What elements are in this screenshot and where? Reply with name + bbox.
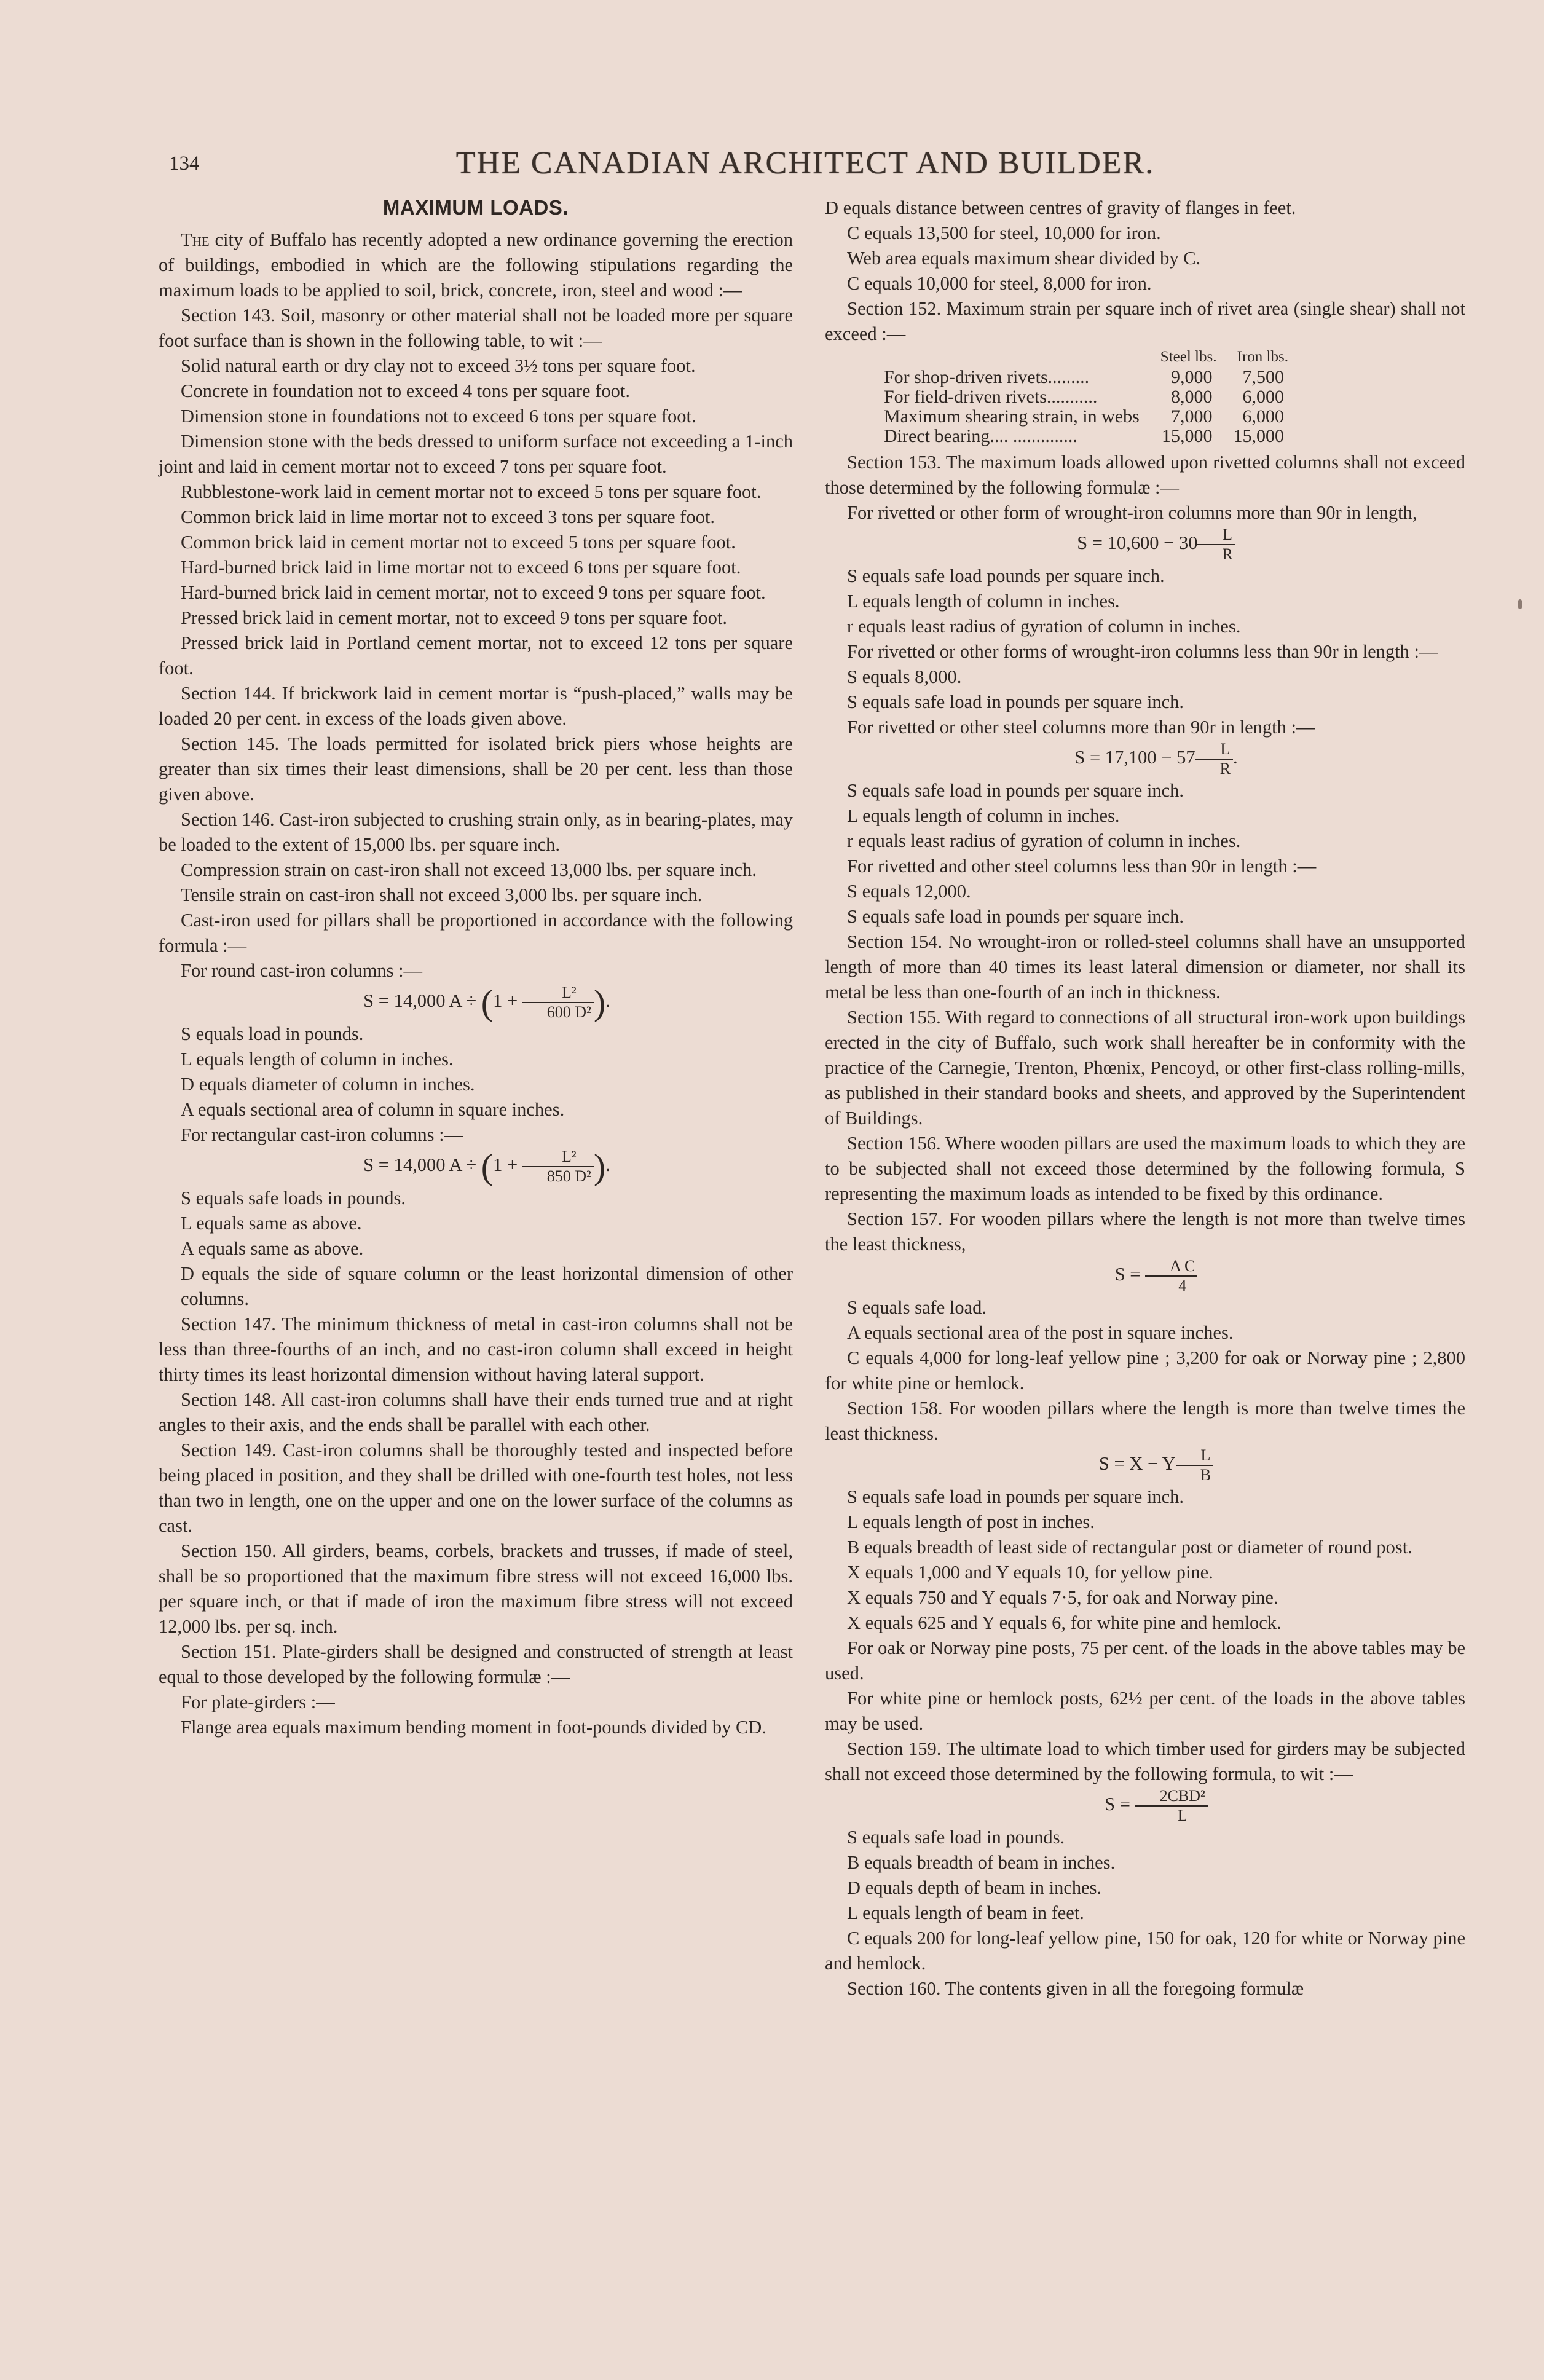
rivet-header-item — [879, 347, 1144, 368]
rivet-steel-value: 15,000 — [1161, 426, 1213, 446]
formula-fraction — [1145, 1257, 1197, 1295]
paragraph: For rivetted and other steel columns less than 90r in length :— — [847, 856, 1317, 877]
formula-158 — [825, 1446, 1465, 1484]
formula-rect-one-plus: 1 + — [493, 1154, 518, 1175]
rivet-item: For field-driven rivets........... — [884, 387, 1098, 407]
paragraph: C equals 10,000 for steel, 8,000 for iron. — [847, 273, 1152, 294]
wrought-less-paragraphs — [825, 639, 1465, 740]
formula-rect-fraction — [522, 1148, 594, 1186]
fraction-numerator: L² — [522, 983, 594, 1003]
paragraph: Section 152. Maximum strain per square inch of rivet area (single shear) shall not exceed :— — [825, 298, 1465, 344]
formula-rect-lhs: S = 14,000 A ÷ — [363, 1154, 477, 1175]
paragraph: S equals safe load in pounds per square inch. — [847, 1486, 1184, 1507]
paragraph: Section 145. The loads permitted for isolated brick piers whose heights are greater than six times their least dimensions, shall be 20 per cent. less than those given above. — [159, 733, 793, 805]
sections-154-157 — [825, 929, 1465, 1257]
paragraph: X equals 1,000 and Y equals 10, for yellow pine. — [847, 1562, 1213, 1583]
paragraph: Hard-burned brick laid in lime mortar not to exceed 6 tons per square foot. — [181, 557, 741, 578]
fraction-numerator: A C — [1145, 1257, 1197, 1277]
rivet-iron-value: 6,000 — [1242, 387, 1284, 407]
formula-round-lhs: S = 14,000 A ÷ — [363, 990, 477, 1011]
formula-rect — [159, 1148, 793, 1186]
paragraph: A equals sectional area of the post in square inches. — [847, 1322, 1234, 1343]
paragraph: D equals distance between centres of gravity of flanges in feet. — [825, 197, 1296, 218]
formula-end: . — [605, 1154, 610, 1175]
margin-mark — [1518, 599, 1522, 609]
paragraph: B equals breadth of beam in inches. — [847, 1852, 1116, 1873]
paragraph: Dimension stone in foundations not to exceed 6 tons per square foot. — [181, 406, 696, 427]
defs-157 — [825, 1295, 1465, 1446]
paragraph: Flange area equals maximum bending moment in foot-pounds divided by CD. — [181, 1717, 766, 1738]
paragraph: X equals 625 and Y equals 6, for white pine and hemlock. — [847, 1612, 1282, 1633]
paragraph: L equals same as above. — [181, 1213, 362, 1234]
paragraph: Section 149. Cast-iron columns shall be thoroughly tested and inspected before being placed in position, and they shall be drilled with one-fourth test holes, not less than two in length, one on the upper and one on the lower surface of the columns as cast. — [159, 1440, 793, 1536]
fraction-numerator: L² — [522, 1148, 594, 1167]
paragraph: Section 154. No wrought-iron or rolled-steel columns shall have an unsupported length of more than 40 times its least lateral dimension or diameter, nor shall its metal be less than one-fourth of an inch in thickness. — [825, 931, 1465, 1003]
paragraph: C equals 200 for long-leaf yellow pine, 150 for oak, 120 for white or Norway pine and hemlock. — [825, 1928, 1465, 1974]
table-row — [879, 387, 1289, 407]
paragraph: Section 143. Soil, masonry or other material shall not be loaded more per square foot surface than is shown in the following table, to wit :— — [159, 305, 793, 351]
left-paragraphs — [159, 303, 793, 983]
formula-fraction — [1135, 1787, 1208, 1825]
paragraph: S equals 12,000. — [847, 881, 971, 902]
formula-fraction — [1197, 526, 1235, 564]
page-number: 134 — [169, 152, 200, 175]
formula-round — [159, 983, 793, 1022]
rivet-iron-value: 6,000 — [1242, 406, 1284, 427]
paragraph: r equals least radius of gyration of column in inches. — [847, 616, 1241, 637]
paren-close: ) — [593, 982, 606, 1023]
paragraph: D equals the side of square column or the least horizontal dimension of other columns. — [181, 1263, 793, 1309]
paragraph: For rectangular cast-iron columns :— — [181, 1124, 463, 1145]
fraction-numerator: L — [1195, 740, 1233, 760]
paragraph: Concrete in foundation not to exceed 4 tons per square foot. — [181, 380, 630, 401]
paragraph: Pressed brick laid in cement mortar, not to exceed 9 tons per square foot. — [181, 607, 727, 628]
paragraph: Common brick laid in cement mortar not to exceed 5 tons per square foot. — [181, 532, 736, 553]
paragraph: Section 157. For wooden pillars where the length is not more than twelve times the least thickness, — [825, 1208, 1465, 1255]
section-153-paragraphs — [825, 450, 1465, 526]
paragraph: S equals safe load in pounds per square inch. — [847, 780, 1184, 801]
rivet-iron-value: 15,000 — [1233, 426, 1284, 446]
paragraph: S equals safe loads in pounds. — [181, 1188, 406, 1208]
defs-158 — [825, 1484, 1465, 1787]
fraction-denominator: R — [1219, 760, 1231, 778]
paragraph: A equals same as above. — [181, 1238, 364, 1259]
paragraph: Section 160. The contents given in all the foregoing formulæ — [847, 1978, 1304, 1999]
paren-open: ( — [481, 1146, 494, 1187]
paragraph: Section 158. For wooden pillars where the length is more than twelve times the least thickness. — [825, 1398, 1465, 1444]
rivet-header-iron: Iron lbs. — [1237, 349, 1288, 365]
fraction-denominator: 4 — [1178, 1277, 1187, 1294]
paragraph: S equals safe load. — [847, 1297, 987, 1318]
paragraph: S equals safe load pounds per square inch. — [847, 565, 1165, 586]
fraction-denominator: 600 D² — [546, 1003, 591, 1021]
paren-close: ) — [593, 1146, 606, 1187]
paragraph: S equals safe load in pounds per square inch. — [847, 692, 1184, 712]
paragraph: S equals 8,000. — [847, 666, 962, 687]
fraction-denominator: L — [1177, 1807, 1188, 1824]
formula-159 — [825, 1787, 1465, 1825]
formula-lhs: S = — [1114, 1264, 1141, 1285]
fraction-numerator: 2CBD² — [1135, 1787, 1208, 1807]
paragraph: L equals length of column in inches. — [847, 805, 1120, 826]
paragraph: L equals length of column in inches. — [847, 591, 1120, 612]
paragraph: C equals 13,500 for steel, 10,000 for iron. — [847, 223, 1161, 243]
paragraph: D equals diameter of column in inches. — [181, 1074, 475, 1095]
formula-fraction — [1176, 1446, 1213, 1484]
paragraph: Web area equals maximum shear divided by C. — [847, 248, 1201, 269]
paragraph: Common brick laid in lime mortar not to exceed 3 tons per square foot. — [181, 506, 715, 527]
right-top-paragraphs — [825, 195, 1465, 347]
paragraph: D equals depth of beam in inches. — [847, 1877, 1102, 1898]
rivet-strain-table — [879, 347, 1289, 446]
paragraph: L equals length of post in inches. — [847, 1511, 1095, 1532]
rivet-item: For shop-driven rivets......... — [884, 367, 1090, 387]
paragraph: For rivetted or other form of wrought-iron columns more than 90r in length, — [847, 502, 1417, 523]
paragraph: For rivetted or other forms of wrought-iron columns less than 90r in length :— — [847, 641, 1438, 662]
running-head: THE CANADIAN ARCHITECT AND BUILDER. — [455, 146, 1155, 181]
rivet-steel-value: 8,000 — [1170, 387, 1213, 407]
formula-fraction — [1195, 740, 1233, 778]
left-column — [159, 195, 793, 1740]
rivet-table-header — [879, 347, 1289, 368]
formula-end: . — [1232, 747, 1238, 768]
fraction-denominator: B — [1200, 1466, 1211, 1484]
paragraph: Section 146. Cast-iron subjected to crushing strain only, as in bearing-plates, may be loaded to the extent of 15,000 lbs. per square inch. — [159, 809, 793, 855]
formula-lhs: S = X − Y — [1098, 1453, 1176, 1474]
paragraph: Section 159. The ultimate load to which timber used for girders may be subjected shall not exceed those determined by the following formula, to wit :— — [825, 1738, 1465, 1784]
article-title: MAXIMUM LOADS. — [382, 196, 569, 219]
formula-end: . — [605, 990, 610, 1011]
defs-round — [159, 1022, 793, 1148]
paragraph: C equals 4,000 for long-leaf yellow pine ; 3,200 for oak or Norway pine ; 2,800 for white pine or hemlock. — [825, 1347, 1465, 1393]
defs-wrought — [825, 564, 1465, 639]
formula-lhs: S = 10,600 − 30 — [1077, 532, 1198, 553]
steel-less-paragraphs — [825, 854, 1465, 929]
table-row — [879, 427, 1289, 446]
paragraph: Section 150. All girders, beams, corbels, brackets and trusses, if made of steel, shall be so proportioned that the maximum fibre stress will not exceed 16,000 lbs. per square inch, or that if made of iron the maximum fibre stress will not exceed 12,000 lbs. per sq. inch. — [159, 1540, 793, 1637]
paragraph: Section 151. Plate-girders shall be designed and constructed of strength at least equal to those developed by the following formulæ :— — [159, 1641, 793, 1687]
formula-round-fraction — [522, 983, 594, 1022]
formula-lhs: S = — [1105, 1794, 1130, 1815]
paragraph: For round cast-iron columns :— — [181, 960, 423, 981]
formula-round-one-plus: 1 + — [493, 990, 518, 1011]
left-after-paragraphs — [159, 1312, 793, 1740]
formula-lhs: S = 17,100 − 57 — [1074, 747, 1195, 768]
paragraph: Section 147. The minimum thickness of metal in cast-iron columns shall not be less than three-fourths of an inch, and no cast-iron column shall exceed in height thirty times its least horizontal dimension without having lateral support. — [159, 1314, 793, 1385]
paragraph: Section 153. The maximum loads allowed upon rivetted columns shall not exceed those determined by the following formulæ :— — [825, 452, 1465, 498]
paragraph: S equals safe load in pounds. — [847, 1827, 1065, 1848]
rivet-steel-value: 7,000 — [1170, 406, 1213, 427]
paragraph: Hard-burned brick laid in cement mortar, not to exceed 9 tons per square foot. — [181, 582, 766, 603]
paragraph: X equals 750 and Y equals 7·5, for oak and Norway pine. — [847, 1587, 1278, 1608]
paragraph: Tensile strain on cast-iron shall not exceed 3,000 lbs. per square inch. — [181, 885, 703, 905]
paragraph: S equals safe load in pounds per square inch. — [847, 906, 1184, 927]
intro-text: city of Buffalo has recently adopted a new ordinance governing the erection of buildings, embodied in which are the following stipulations regarding the maximum loads to be applied to soil, brick, concrete, iron, steel and wood :— — [159, 229, 794, 301]
paragraph: For oak or Norway pine posts, 75 per cent. of the loads in the above tables may be used. — [825, 1637, 1465, 1684]
right-column — [825, 195, 1465, 2001]
paragraph: Compression strain on cast-iron shall not exceed 13,000 lbs. per square inch. — [181, 859, 757, 880]
paragraph: Dimension stone with the beds dressed to uniform surface not exceeding a 1-inch joint and laid in cement mortar not to exceed 7 tons per square foot. — [159, 431, 793, 477]
table-row — [879, 368, 1289, 387]
formula-wrought-iron — [825, 526, 1465, 564]
paragraph: Section 148. All cast-iron columns shall have their ends turned true and at right angles to their axis, and the ends shall be parallel with each other. — [159, 1389, 793, 1435]
paren-open: ( — [481, 982, 494, 1023]
paragraph: Rubblestone-work laid in cement mortar not to exceed 5 tons per square foot. — [181, 481, 762, 502]
rivet-iron-value: 7,500 — [1242, 367, 1284, 387]
paragraph: For white pine or hemlock posts, 62½ per cent. of the loads in the above tables may be used. — [825, 1688, 1465, 1734]
table-row — [879, 407, 1289, 427]
paragraph: Cast-iron used for pillars shall be proportioned in accordance with the following formula :— — [159, 910, 793, 956]
defs-rect — [159, 1186, 793, 1312]
paragraph: L equals length of column in inches. — [181, 1049, 454, 1070]
rivet-steel-value: 9,000 — [1170, 367, 1213, 387]
paragraph: Section 144. If brickwork laid in cement mortar is “push-placed,” walls may be loaded 20 per cent. in excess of the loads given above. — [159, 683, 793, 729]
paragraph: Pressed brick laid in Portland cement mortar, not to exceed 12 tons per square foot. — [159, 632, 793, 679]
defs-steel — [825, 778, 1465, 854]
intro-paragraph — [159, 227, 793, 303]
defs-159 — [825, 1825, 1465, 2001]
paragraph: Section 156. Where wooden pillars are used the maximum loads to which they are to be subjected shall not exceed those determined by the following formula, S representing the maximum loads as intended to be fixed by this ordinance. — [825, 1133, 1465, 1204]
fraction-denominator: 850 D² — [546, 1167, 591, 1185]
intro-lead: The — [181, 229, 210, 250]
paragraph: For plate-girders :— — [181, 1692, 335, 1712]
formula-157 — [825, 1257, 1465, 1295]
rivet-item: Direct bearing.... .............. — [884, 426, 1077, 446]
paragraph: For rivetted or other steel columns more than 90r in length :— — [847, 717, 1315, 738]
fraction-numerator: L — [1176, 1446, 1213, 1466]
fraction-numerator: L — [1197, 526, 1235, 545]
paragraph: S equals load in pounds. — [181, 1023, 364, 1044]
rivet-item: Maximum shearing strain, in webs — [884, 406, 1140, 427]
paragraph: Solid natural earth or dry clay not to exceed 3½ tons per square foot. — [181, 355, 696, 376]
fraction-denominator: R — [1222, 545, 1233, 563]
paragraph: L equals length of beam in feet. — [847, 1902, 1084, 1923]
formula-steel — [825, 740, 1465, 778]
paragraph: r equals least radius of gyration of column in inches. — [847, 830, 1241, 851]
rivet-header-steel: Steel lbs. — [1160, 349, 1217, 365]
paragraph: A equals sectional area of column in square inches. — [181, 1099, 565, 1120]
paragraph: B equals breadth of least side of rectangular post or diameter of round post. — [847, 1537, 1412, 1558]
paragraph: Section 155. With regard to connections of all structural iron-work upon buildings erected in the city of Buffalo, such work shall hereafter be in conformity with the practice of the Carnegie, Trenton, Phœnix, Pencoyd, or other first-class rolling-mills, as published in their standard books and sheets, and approved by the Superintendent of Buildings. — [825, 1007, 1465, 1129]
